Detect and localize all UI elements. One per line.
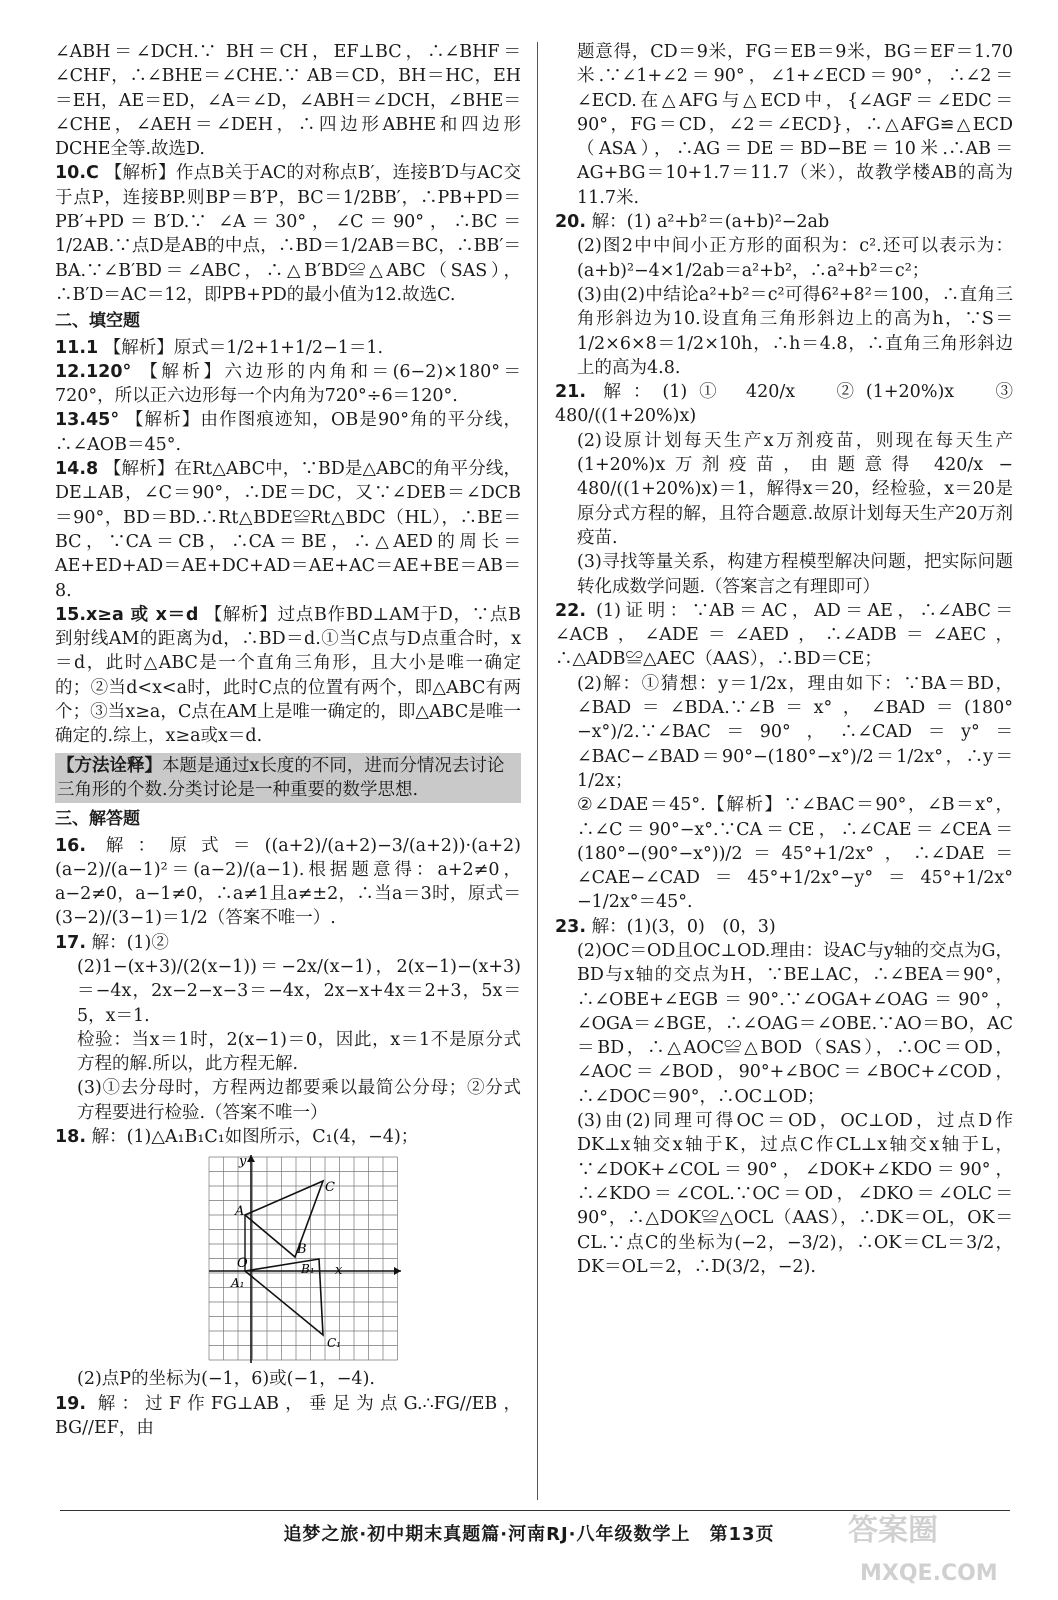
q17-check: 检验：当x＝1时，2(x−1)＝0，因此，x＝1不是原分式方程的解.所以，此方程无解. — [77, 1029, 521, 1075]
q12-answer: 12.120° — [55, 361, 132, 382]
q15-explanation: 【解析】过点B作BD⊥AM于D，∵点B到射线AM的距离为d，∴BD＝d.①当C点与D点重合时，x＝d，此时△ABC是一个直角三角形，且大小是唯一确定的；②当d<x<a时，此时C点的位置有两个，即△ABC有两个；③当x≥a，C点在AM上是唯一确定的，即△ABC是唯一确定的.综上，x≥a或x＝d. — [55, 604, 521, 747]
q16-solution: 解：原式＝((a+2)/(a+2)−3/(a+2))·(a+2)(a−2)/(a−1)²＝(a−2)/(a−1).根据题意得：a+2≠0，a−2≠0，a−1≠0，∴a≠1且a≠±2，∴当a＝3时，原式＝(3−2)/(3−1)＝1/2（答案不唯一）. — [55, 835, 521, 929]
q21-part2: (2)设原计划每天生产x万剂疫苗，则现在每天生产(1+20%)x万剂疫苗，由题意得 420/x − 480/((1+20%)x)＝1，解得x＝20，经检验，x＝20是原分式方程的解，且符合题意.故原计划每天生产20万剂疫苗. — [577, 430, 1013, 548]
point-c-label: C — [325, 1180, 335, 1196]
q21-part3: (3)寻找等量关系，构建方程模型解决问题，把实际问题转化成数学问题.（答案言之有理即可） — [577, 552, 1013, 597]
method-tag: 【方法诠释】 — [57, 755, 162, 776]
q19-number: 19. — [55, 1393, 87, 1414]
q17-part1: 解：(1)② — [91, 932, 169, 953]
q13-answer: 13.45° — [55, 410, 120, 431]
q20-number: 20. — [555, 212, 587, 233]
point-a1-label: A₁ — [231, 1276, 245, 1291]
watermark-url: MXQE.COM — [860, 1561, 998, 1586]
q19-continuation: 题意得，CD＝9米，FG＝EB＝9米，BG＝EF＝1.70米.∵∠1+∠2＝90°，∠1+∠ECD＝90°，∴∠2＝∠ECD.在△AFG与△ECD中，{∠AGF＝∠EDC＝90°，FG＝CD，∠2＝∠ECD}，∴△AFG≌△ECD（ASA），∴AG＝DE＝BD−BE＝10米.∴AB＝AG+BG＝10+1.7＝11.7（米），故教学楼AB的高为11.7米. — [577, 42, 1013, 208]
q14-explanation: 【解析】在Rt△ABC中，∵BD是△ABC的角平分线，DE⊥AB，∠C＝90°，∴DE＝DC，又∵∠DEB＝∠DCB＝90°，BD＝BD.∴Rt△BDE≌Rt△BDC（HL），∴BE＝BC，∵CA＝CB，∴CA＝BE，∴△AED的周长＝AE+ED+AD＝AE+DC+AD＝AE+AC＝AE+BE＝AB＝8. — [55, 459, 521, 601]
q21-number: 21. — [555, 382, 587, 403]
q10-explanation: 【解析】作点B关于AC的对称点B′，连接B′D与AC交于点P，连接BP.则BP＝B′P，BC＝1/2BB′，∴PB+PD＝PB′+PD＝B′D.∵ ∠A＝30°，∠C＝90°，∴BC＝1/2AB.∵点D是AB的中点，∴BD＝1/2AB＝BC，∴BB′＝BA.∵∠B′BD＝∠ABC，∴△B′BD≌△ABC（SAS），∴B′D＝AC＝12，即PB+PD的最小值为12.故选C. — [55, 163, 521, 305]
q11 — [55, 336, 521, 360]
x-axis-label: x — [335, 1263, 343, 1279]
q18-part1: 解：(1)△A₁B₁C₁如图所示，C₁(4，−4)； — [91, 1127, 419, 1148]
q11-answer: 11.1 — [55, 337, 99, 358]
q17-number: 17. — [55, 932, 87, 953]
q16 — [55, 834, 521, 931]
q13-explanation: 【解析】由作图痕迹知，OB是90°角的平分线，∴∠AOB＝45°. — [55, 410, 521, 455]
q23-part2: (2)OC＝OD且OC⊥OD.理由：设AC与y轴的交点为G，BD与x轴的交点为H，∵BE⊥AC，∴∠BEA＝90°，∴∠OBE+∠EGB＝90°.∵∠OGA+∠OAG＝90°，∠OGA＝∠BGE，∴∠OAG＝∠OBE.∵AO＝BO，AC＝BD，∴△AOC≌△BOD（SAS），∴OC＝OD，∠AOC＝∠BOD，90°+∠BOC＝∠BOC+∠COD，∴∠DOC＝90°，∴OC⊥OD； — [577, 940, 1013, 1107]
q15 — [55, 603, 521, 749]
q9-continuation: ∠ABH＝∠DCH.∵ BH＝CH，EF⊥BC，∴∠BHF＝∠CHF，∴∠BHE＝∠CHE.∵ AB＝CD，BH＝HC，EH＝EH，AE＝ED，∠A＝∠D，∠ABH＝∠DCH，∠BHE＝∠CHE，∠AEH＝∠DEH，∴四边形ABHE和四边形DCHE全等.故选D. — [55, 42, 521, 160]
q23-part1: 解：(1)(3，0) (0，3) — [591, 916, 776, 937]
point-a-label: A — [235, 1204, 245, 1220]
method-note — [55, 753, 521, 804]
q10-answer: 10.C — [55, 163, 99, 184]
q23-number: 23. — [555, 916, 587, 937]
point-c1-label: C₁ — [327, 1336, 341, 1351]
q18-part2: (2)点P的坐标为(−1，6)或(−1，−4). — [77, 1369, 375, 1390]
q19-text-start: 解：过F作FG⊥AB，垂足为点G.∴FG//EB，BG//EF，由 — [55, 1393, 521, 1438]
q11-explanation: 【解析】原式＝1/2+1+1/2−1＝1. — [103, 337, 384, 358]
q22 — [555, 599, 1013, 672]
q23-part3: (3)由(2)同理可得OC＝OD，OC⊥OD，过点D作DK⊥x轴交x轴于K，过点C作CL⊥x轴交x轴于L，∵∠DOK+∠COL＝90°，∠DOK+∠KDO＝90°，∴∠KDO＝∠COL.∵OC＝OD，∠DKO＝∠OLC＝90°，∴△DOK≌△OCL（AAS），∴DK＝OL，OK＝CL.∵点C的坐标为(−2，−3/2)，∴OK＝CL＝3/2，DK＝OL＝2，∴D(3/2，−2). — [577, 1111, 1013, 1277]
section-solve: 三、解答题 — [55, 809, 140, 830]
q18-number: 18. — [55, 1127, 87, 1148]
right-column — [555, 40, 1013, 1279]
watermark-logo — [840, 1500, 1040, 1590]
q21-part1: 解：(1)① 420/x ②(1+20%)x ③ 480/((1+20%)x) — [555, 382, 1013, 427]
coordinate-grid-svg — [205, 1153, 405, 1365]
point-b1-label: B₁ — [301, 1262, 315, 1277]
q19-start — [55, 1392, 521, 1441]
coordinate-grid-figure — [55, 1149, 525, 1367]
q20 — [555, 210, 1013, 234]
q14-answer: 14.8 — [55, 459, 99, 480]
q20-part2: (2)图2中中间小正方形的面积为：c².还可以表示为：(a+b)²−4×1/2ab＝a²+b²，∴a²+b²＝c²； — [577, 236, 1013, 281]
q17 — [55, 931, 521, 955]
q22-part2: (2)解：①猜想：y＝1/2x，理由如下：∵BA＝BD，∠BAD＝∠BDA.∵∠B＝x°，∠BAD＝(180°−x°)/2.∵∠BAC＝90°，∴∠CAD＝y°＝∠BAC−∠BAD＝90°−(180°−x°)/2＝1/2x°，∴y＝1/2x； — [577, 673, 1013, 791]
q22-number: 22. — [555, 600, 587, 621]
q17-part2: (2)1−(x+3)/(2(x−1))＝−2x/(x−1)，2(x−1)−(x+3)＝−4x，2x−2−x−3＝−4x，2x−x+4x＝2+3，5x＝5，x＝1. — [77, 956, 521, 1026]
q23 — [555, 915, 1013, 939]
q13 — [55, 408, 521, 457]
triangle-abc — [245, 1181, 323, 1257]
point-b-label: B — [297, 1242, 307, 1258]
q15-answer: 15.x≥a 或 x＝d — [55, 604, 199, 625]
method-text: 本题是通过x长度的不同，进而分情况去讨论三角形的个数.分类讨论是一种重要的数学思想. — [57, 755, 505, 800]
q12 — [55, 360, 521, 409]
column-divider — [537, 42, 538, 1500]
left-column — [55, 40, 521, 1440]
q16-number: 16. — [55, 835, 87, 856]
q14 — [55, 457, 521, 603]
q22-part3: ②∠DAE＝45°.【解析】∵∠BAC＝90°，∠B＝x°，∴∠C＝90°−x°.∵CA＝CE，∴∠CAE＝∠CEA＝(180°−(90°−x°))/2＝45°+1/2x°，∴∠DAE＝∠CAE−∠CAD＝45°+1/2x°−y°＝45°+1/2x°−1/2x°＝45°. — [577, 795, 1013, 913]
q10 — [55, 161, 521, 307]
y-axis-label: y — [239, 1154, 247, 1170]
watermark-text: 答案圈 — [848, 1513, 938, 1548]
section-fill-blank: 二、填空题 — [55, 311, 140, 332]
q20-part3: (3)由(2)中结论a²+b²＝c²可得6²+8²＝100，∴直角三角形斜边为10.设直角三角形斜边上的高为h，∵S＝1/2×6×8＝1/2×10h，∴h＝4.8，∴直角三角形斜边上的高为4.8. — [577, 284, 1013, 378]
y-axis-arrow — [247, 1155, 255, 1162]
q21 — [555, 380, 1013, 429]
q17-part3: (3)①去分母时，方程两边都要乘以最简公分母；②分式方程要进行检验.（答案不唯一） — [77, 1078, 521, 1123]
q12-explanation: 【解析】六边形的内角和＝(6−2)×180°＝720°，所以正六边形每一个内角为720°÷6＝120°. — [55, 361, 521, 407]
footer-text: 追梦之旅·初中期末真题篇·河南RJ·八年级数学上 第13页 — [283, 1524, 775, 1545]
q18 — [55, 1125, 521, 1149]
q22-part1: (1)证明：∵AB＝AC，AD＝AE，∴∠ABC＝∠ACB，∠ADE＝∠AED，∴∠ADB＝∠AEC，∴△ADB≌△AEC（AAS），∴BD＝CE； — [555, 600, 1013, 670]
q20-part1: 解：(1) a²+b²＝(a+b)²−2ab — [591, 212, 830, 233]
origin-label: O — [237, 1256, 248, 1272]
